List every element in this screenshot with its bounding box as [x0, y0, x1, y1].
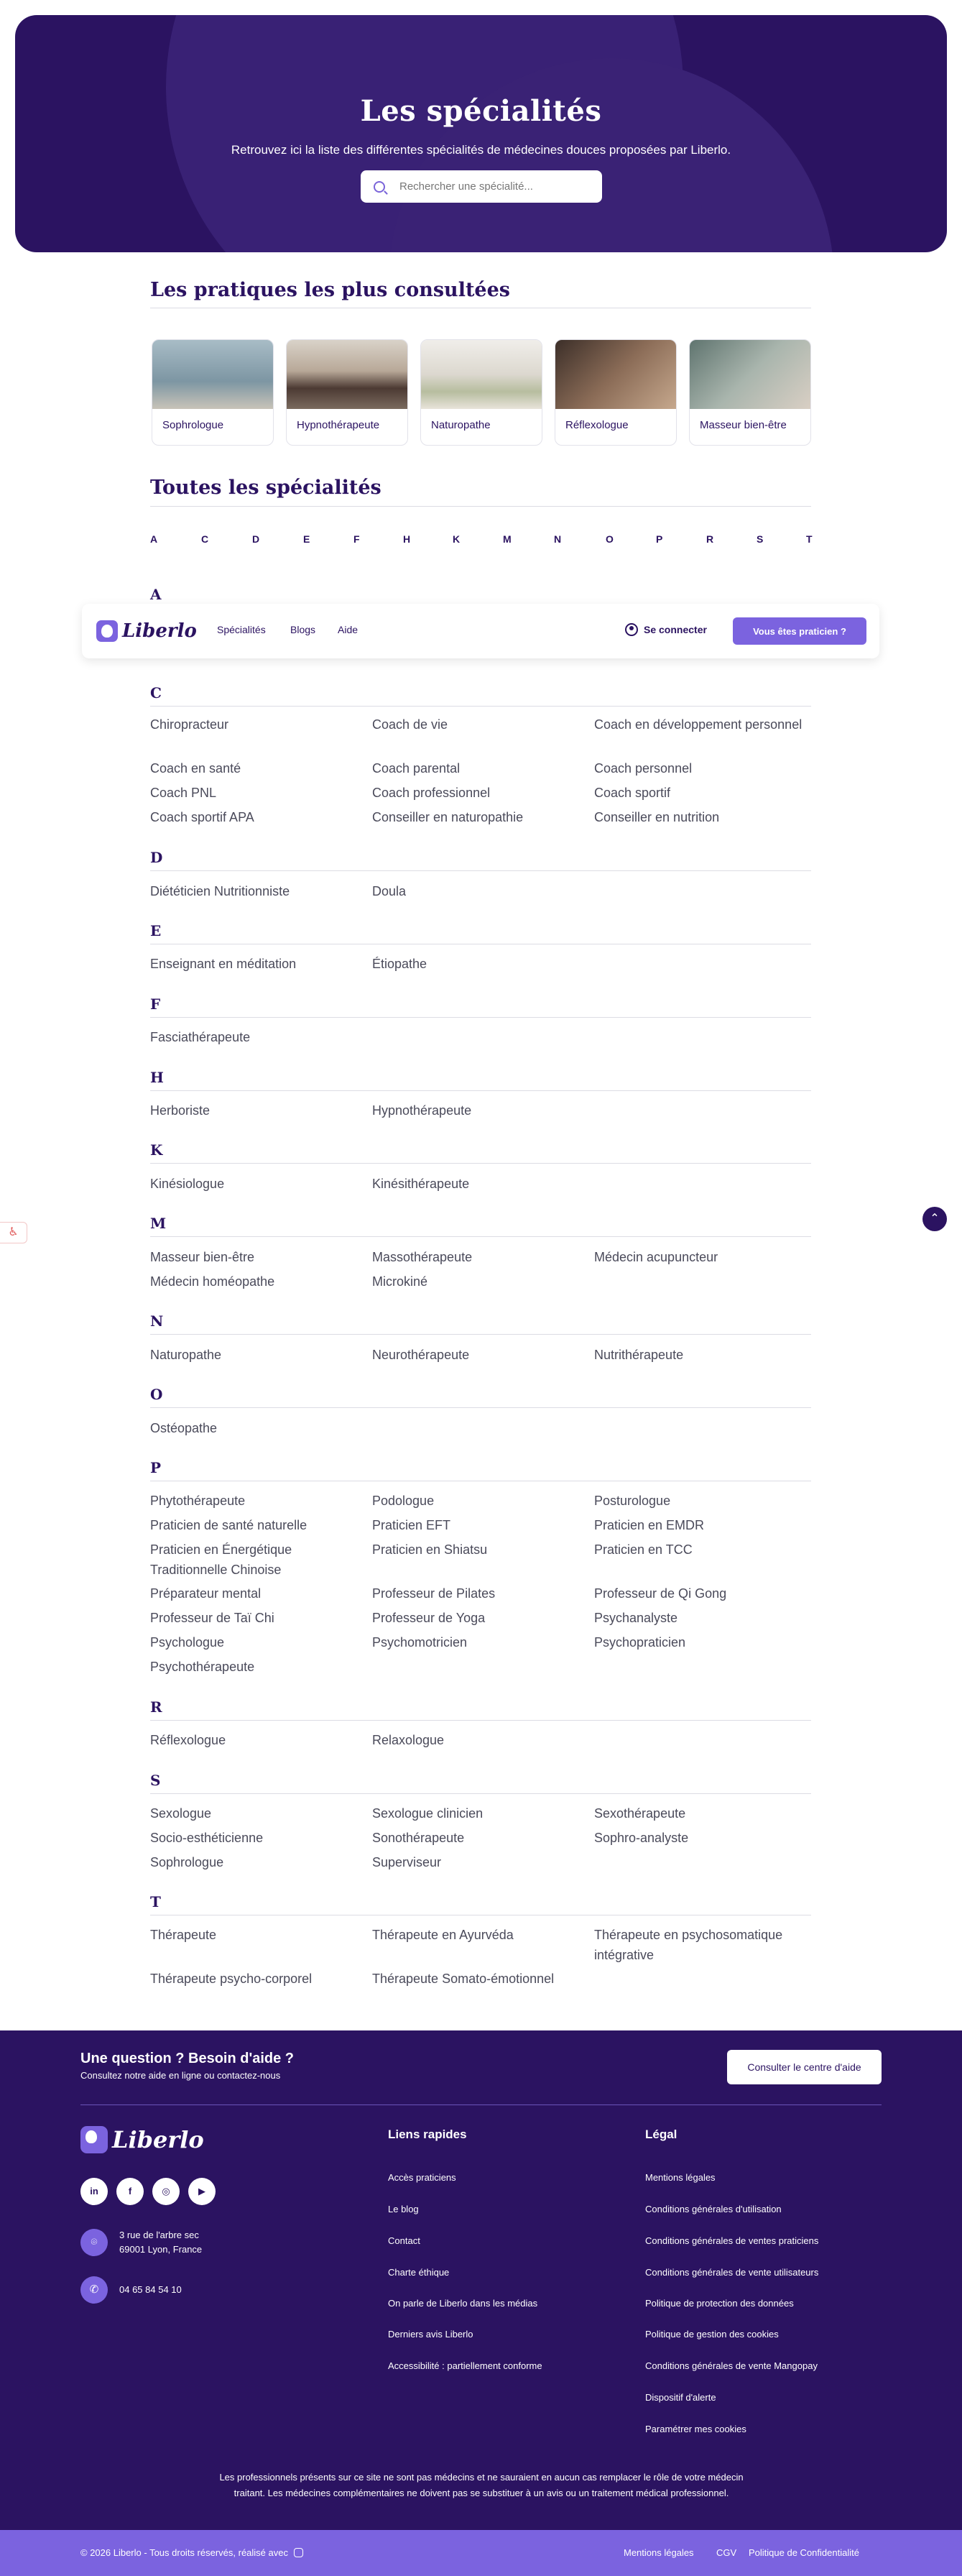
specialty-link[interactable]: Coach de vie [372, 717, 448, 732]
specialty-link[interactable]: Coach PNL [150, 786, 217, 800]
specialty-link[interactable]: Kinésithérapeute [372, 1177, 470, 1191]
address-line1: 3 rue de l'arbre sec [119, 2230, 199, 2240]
bottom-link-cgv[interactable]: CGV [716, 2547, 737, 2558]
quick-link[interactable]: Accès praticiens [388, 2172, 456, 2183]
bottom-link-mentions[interactable]: Mentions légales [624, 2547, 694, 2558]
sticky-navbar [82, 604, 879, 658]
legal-link[interactable]: Mentions légales [645, 2172, 716, 2183]
user-icon [625, 623, 638, 636]
divider [150, 1407, 811, 1408]
specialty-link[interactable]: Coach sportif [594, 786, 671, 800]
help-question-title: Une question ? Besoin d'aide ? [80, 2051, 295, 2066]
divider [150, 1090, 811, 1091]
specialty-link[interactable]: Psychomotricien [372, 1635, 468, 1650]
liberlo-logo-icon [80, 2126, 108, 2153]
divider [150, 706, 811, 707]
specialty-link[interactable]: Praticien en Shiatsu [372, 1542, 488, 1557]
youtube-icon[interactable]: ▶ [188, 2178, 216, 2205]
quick-link[interactable]: Contact [388, 2235, 420, 2246]
quick-link[interactable]: Le blog [388, 2204, 419, 2214]
divider [150, 1793, 811, 1794]
specialty-link[interactable]: Thérapeute en Ayurvéda [372, 1928, 514, 1942]
divider [150, 506, 811, 507]
instagram-icon[interactable]: ◎ [152, 2178, 180, 2205]
nav-link-specialites[interactable]: Spécialités [217, 624, 266, 635]
specialty-link[interactable]: Thérapeute Somato-émotionnel [372, 1972, 555, 1986]
letter-heading-m: M [150, 1215, 167, 1232]
specialty-link[interactable]: Hypnothérapeute [372, 1103, 472, 1118]
alpha-link[interactable]: N [554, 533, 562, 545]
specialty-link[interactable]: Neurothérapeute [372, 1348, 470, 1362]
card-image [690, 340, 810, 409]
alpha-link[interactable]: R [706, 533, 714, 545]
legal-link[interactable]: Conditions générales de vente utilisateurs [645, 2267, 819, 2278]
heart-logo-icon [294, 2548, 303, 2557]
disclaimer-line1: Les professionnels présents sur ce site ne sont pas médecins et ne sauraient en aucun cas remplacer le rôle de votre médecin [219, 2472, 744, 2483]
divider [150, 1720, 811, 1721]
specialty-link[interactable]: Psychopraticien [594, 1635, 686, 1650]
card-reflexologue[interactable] [555, 339, 677, 446]
search-box[interactable] [361, 170, 602, 203]
specialty-link[interactable]: Praticien en EMDR [594, 1518, 705, 1532]
alpha-link[interactable]: H [403, 533, 411, 545]
specialty-link[interactable]: Coach en santé [150, 761, 241, 776]
address-line2: 69001 Lyon, France [119, 2244, 203, 2255]
legal-link[interactable]: Paramétrer mes cookies [645, 2424, 746, 2434]
quick-link[interactable]: Derniers avis Liberlo [388, 2329, 473, 2340]
help-center-button[interactable]: Consulter le centre d'aide [727, 2050, 882, 2084]
legal-title: Légal [645, 2128, 677, 2141]
specialty-link[interactable]: Professeur de Qi Gong [594, 1586, 727, 1601]
specialty-link[interactable]: Diététicien Nutritionniste [150, 884, 290, 898]
scroll-to-top-button[interactable]: ⌃ [922, 1207, 947, 1231]
bottom-link-privacy[interactable]: Politique de Confidentialité [749, 2547, 859, 2558]
specialty-link[interactable]: Posturologue [594, 1494, 671, 1508]
specialty-link[interactable]: Podologue [372, 1494, 435, 1508]
specialty-link[interactable]: Sexologue clinicien [372, 1806, 484, 1821]
specialty-link[interactable]: Conseiller en naturopathie [372, 810, 524, 824]
all-section-title: Toutes les spécialités [150, 477, 381, 499]
specialty-link[interactable]: Professeur de Taï Chi [150, 1611, 274, 1625]
login-label: Se connecter [644, 624, 707, 635]
card-label: Réflexologue [565, 419, 629, 431]
letter-heading-p: P [150, 1459, 162, 1476]
nav-link-aide[interactable]: Aide [338, 624, 359, 635]
specialty-link[interactable]: Psychothérapeute [150, 1660, 255, 1674]
letter-heading-n: N [150, 1312, 164, 1330]
disclaimer-line2: traitant. Les médecines complémentaires ne doivent pas se substituer à un avis ou un traitement médical professionnel. [233, 2488, 729, 2498]
legal-link[interactable]: Conditions générales de ventes praticiens [645, 2235, 819, 2246]
card-label: Masseur bien-être [700, 419, 787, 431]
specialty-link[interactable]: Étiopathe [372, 957, 427, 971]
legal-link[interactable]: Conditions générales d'utilisation [645, 2204, 782, 2214]
card-image [421, 340, 542, 409]
alpha-link[interactable]: F [353, 533, 360, 545]
specialty-link[interactable]: Coach parental [372, 761, 461, 776]
alpha-link[interactable]: A [150, 533, 158, 545]
specialty-link[interactable]: Professeur de Pilates [372, 1586, 496, 1601]
card-label: Hypnothérapeute [297, 419, 380, 431]
quick-link[interactable]: Accessibilité : partiellement conforme [388, 2360, 542, 2371]
footer-logo[interactable] [80, 2126, 204, 2153]
specialty-link[interactable]: Coach personnel [594, 761, 693, 776]
letter-heading-e: E [150, 922, 162, 939]
help-question-subtitle: Consultez notre aide en ligne ou contactez-nous [80, 2070, 281, 2081]
page-title: Les spécialités [360, 94, 602, 128]
specialty-link[interactable]: Microkiné [372, 1274, 428, 1289]
quick-link[interactable]: On parle de Liberlo dans les médias [388, 2298, 538, 2309]
specialty-link[interactable]: Chiropracteur [150, 717, 229, 732]
card-naturopathe[interactable] [420, 339, 542, 446]
hero-banner [15, 15, 947, 252]
alpha-link[interactable]: T [806, 533, 813, 545]
letter-heading-s: S [150, 1772, 161, 1789]
specialty-link[interactable]: Praticien de santé naturelle [150, 1518, 307, 1532]
divider [150, 1334, 811, 1335]
phone-icon: ✆ [80, 2276, 108, 2304]
legal-link[interactable]: Politique de protection des données [645, 2298, 794, 2309]
medical-disclaimer [144, 2470, 819, 2501]
footer-logo-text: Liberlo [112, 2126, 204, 2153]
legal-link[interactable]: Conditions générales de vente Mangopay [645, 2360, 818, 2371]
letter-heading-f: F [150, 995, 161, 1013]
specialty-link[interactable]: Relaxologue [372, 1733, 445, 1747]
letter-heading-h: H [150, 1069, 164, 1086]
specialty-link[interactable]: Médecin acupuncteur [594, 1250, 718, 1264]
specialty-link[interactable]: Professeur de Yoga [372, 1611, 486, 1625]
specialty-link[interactable]: Nutrithérapeute [594, 1348, 684, 1362]
specialty-link[interactable]: Enseignant en méditation [150, 957, 297, 971]
specialty-link[interactable]: Conseiller en nutrition [594, 810, 720, 824]
specialty-link[interactable]: Praticien en TCC [594, 1542, 693, 1557]
card-image [152, 340, 273, 409]
location-pin-icon: ⌾ [80, 2229, 108, 2256]
specialty-link[interactable]: Doula [372, 884, 407, 898]
specialty-link[interactable]: Thérapeute [150, 1928, 217, 1942]
card-masseur-bien-etre[interactable] [689, 339, 811, 446]
letter-heading-t: T [150, 1893, 161, 1910]
facebook-icon[interactable]: f [116, 2178, 144, 2205]
card-image [555, 340, 676, 409]
letter-heading-o: O [150, 1386, 163, 1403]
specialty-link[interactable]: Thérapeute psycho-corporel [150, 1972, 313, 1986]
specialty-link[interactable]: Praticien en Énergétique Traditionnelle Chinoise [150, 1542, 292, 1577]
specialty-link[interactable]: Herboriste [150, 1103, 211, 1118]
specialty-link[interactable]: Naturopathe [150, 1348, 222, 1362]
alpha-link[interactable]: C [201, 533, 209, 545]
specialty-link[interactable]: Thérapeute en psychosomatique intégrative [594, 1928, 783, 1962]
specialty-link[interactable]: Psychologue [150, 1635, 225, 1650]
nav-link-blogs[interactable]: Blogs [290, 624, 316, 635]
letter-heading-k: K [150, 1141, 163, 1159]
hero-subtitle: Retrouvez ici la liste des différentes spécialités de médecines douces proposées par Liberlo. [231, 143, 731, 157]
card-sophrologue[interactable] [152, 339, 274, 446]
card-label: Naturopathe [431, 419, 491, 431]
card-label: Sophrologue [162, 419, 224, 431]
copyright [80, 2547, 303, 2558]
specialty-link[interactable]: Praticien EFT [372, 1518, 451, 1532]
legal-link[interactable]: Dispositif d'alerte [645, 2392, 716, 2403]
alpha-link[interactable]: O [606, 533, 614, 545]
quick-link[interactable]: Charte éthique [388, 2267, 450, 2278]
specialty-link[interactable]: Psychanalyste [594, 1611, 678, 1625]
specialty-link[interactable]: Sophrologue [150, 1855, 224, 1869]
specialty-link[interactable]: Sexothérapeute [594, 1806, 686, 1821]
alpha-link[interactable]: M [503, 533, 512, 545]
specialty-link[interactable]: Coach en développement personnel [594, 717, 803, 732]
footer-phone[interactable] [80, 2276, 182, 2304]
accessibility-widget-icon[interactable]: ♿ [0, 1222, 27, 1243]
logo[interactable] [96, 620, 197, 642]
card-image [287, 340, 407, 409]
card-hypnotherapeute[interactable] [286, 339, 408, 446]
login-link[interactable] [625, 623, 707, 636]
letter-heading-d: D [150, 849, 163, 866]
specialty-link[interactable]: Coach sportif APA [150, 810, 254, 824]
specialty-link[interactable]: Sophro-analyste [594, 1831, 689, 1845]
specialty-link[interactable]: Sonothérapeute [372, 1831, 465, 1845]
divider [150, 870, 811, 871]
specialty-link[interactable]: Préparateur mental [150, 1586, 262, 1601]
specialty-link[interactable]: Massothérapeute [372, 1250, 473, 1264]
search-input[interactable] [399, 180, 586, 193]
footer-divider [80, 2104, 882, 2105]
practitioner-button[interactable]: Vous êtes praticien ? [733, 617, 866, 645]
legal-link[interactable]: Politique de gestion des cookies [645, 2329, 779, 2340]
letter-heading-r: R [150, 1698, 162, 1716]
letter-heading-c: C [150, 684, 162, 702]
copyright-text: © 2026 Liberlo - Tous droits réservés, réalisé avec [80, 2547, 288, 2558]
specialty-link[interactable]: Phytothérapeute [150, 1494, 246, 1508]
specialty-link[interactable]: Masseur bien-être [150, 1250, 255, 1264]
specialty-link[interactable]: Superviseur [372, 1855, 442, 1869]
specialty-link[interactable]: Réflexologue [150, 1733, 226, 1747]
search-icon [374, 181, 385, 193]
letter-heading-a: A [150, 586, 162, 603]
alpha-link[interactable]: P [656, 533, 663, 545]
specialty-link[interactable]: Sexologue [150, 1806, 212, 1821]
alpha-link[interactable]: E [303, 533, 310, 545]
alpha-link[interactable]: D [252, 533, 260, 545]
specialty-link[interactable]: Socio-esthéticienne [150, 1831, 264, 1845]
logo-text: Liberlo [122, 620, 197, 642]
specialty-link[interactable]: Médecin homéopathe [150, 1274, 275, 1289]
alpha-link[interactable]: S [757, 533, 764, 545]
phone-number: 04 65 84 54 10 [119, 2284, 182, 2295]
popular-section-title: Les pratiques les plus consultées [150, 279, 510, 301]
divider [150, 1017, 811, 1018]
linkedin-icon[interactable]: in [80, 2178, 108, 2205]
specialty-link[interactable]: Coach professionnel [372, 786, 491, 800]
quick-links-title: Liens rapides [388, 2128, 467, 2141]
divider [150, 1163, 811, 1164]
alpha-link[interactable]: K [453, 533, 461, 545]
divider [150, 1236, 811, 1237]
footer-address [80, 2228, 202, 2257]
liberlo-logo-icon [96, 620, 118, 642]
specialty-link[interactable]: Ostéopathe [150, 1421, 218, 1435]
specialty-link[interactable]: Fasciathérapeute [150, 1030, 251, 1044]
specialty-link[interactable]: Kinésiologue [150, 1177, 225, 1191]
